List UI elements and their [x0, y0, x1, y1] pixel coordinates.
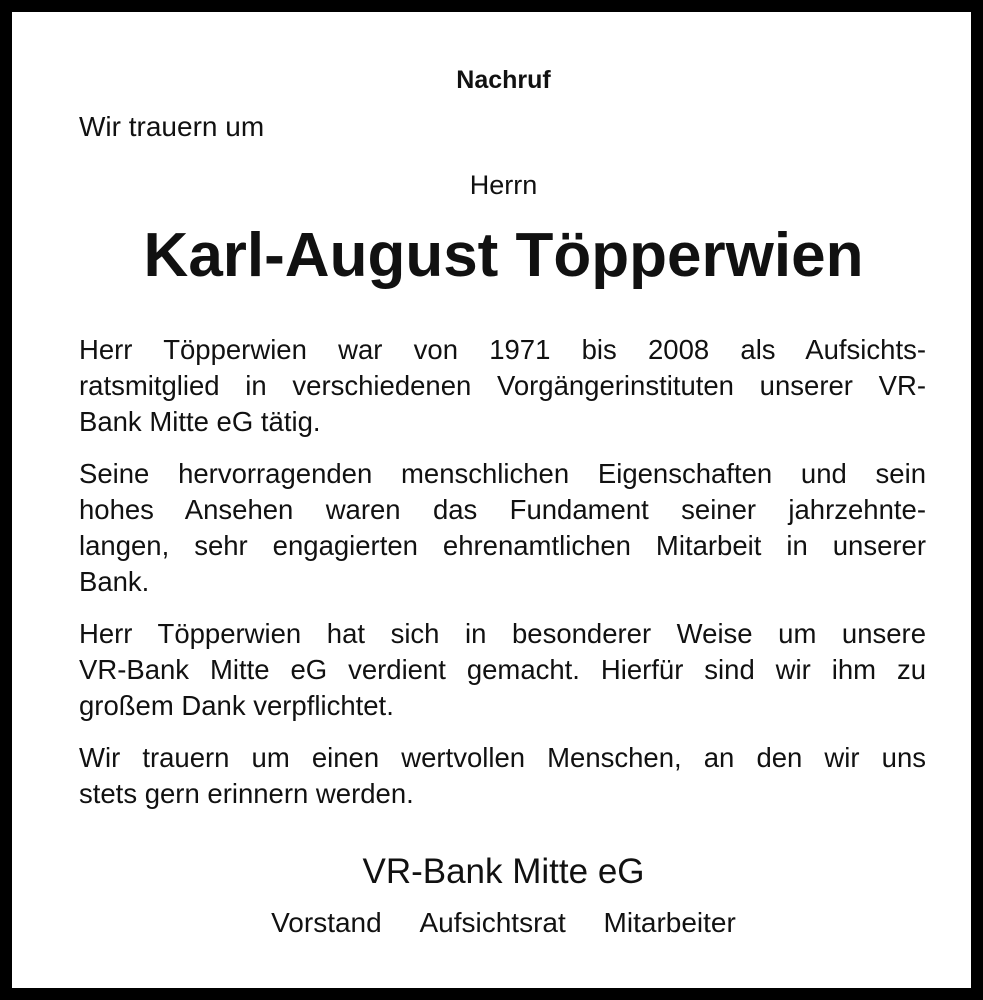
paragraph — [79, 456, 926, 600]
signature-group: Vorstand — [271, 907, 382, 938]
signature-group: Mitarbeiter — [603, 907, 736, 938]
paragraph — [79, 740, 926, 812]
paragraph — [79, 332, 926, 440]
text-line: Seine hervorragenden menschlichen Eigenschaften und sein — [79, 458, 926, 489]
salutation: Herrn — [469, 170, 538, 200]
text-line: Herr Töpperwien hat sich in besonderer Weise um unsere — [79, 618, 926, 649]
signature-organization: VR-Bank Mitte eG — [362, 852, 645, 891]
text-line: Bank Mitte eG tätig. — [79, 406, 321, 437]
text-line: Herr Töpperwien war von 1971 bis 2008 als Aufsichts- — [79, 334, 926, 365]
text-line: großem Dank verpflichtet. — [79, 690, 394, 721]
obituary-body — [79, 332, 926, 828]
paragraph — [79, 616, 926, 724]
text-line: hohes Ansehen waren das Fundament seiner jahrzehnte- — [79, 494, 926, 525]
text-line: ratsmitglied in verschiedenen Vorgängerinstituten unserer VR- — [79, 370, 926, 401]
text-line: VR-Bank Mitte eG verdient gemacht. Hierfür sind wir ihm zu — [79, 654, 926, 685]
text-line: langen, sehr engagierten ehrenamtlichen Mitarbeit in unserer — [79, 530, 926, 561]
text-line: Wir trauern um einen wertvollen Menschen, an den wir uns — [79, 742, 926, 773]
signature-group: Aufsichtsrat — [419, 907, 566, 938]
intro-text: Wir trauern um — [79, 111, 265, 142]
text-line: Bank. — [79, 566, 150, 597]
heading: Nachruf — [456, 66, 551, 94]
signature-groups — [12, 907, 983, 939]
deceased-name: Karl-August Töpperwien — [143, 221, 864, 290]
text-line: stets gern erinnern werden. — [79, 778, 414, 809]
